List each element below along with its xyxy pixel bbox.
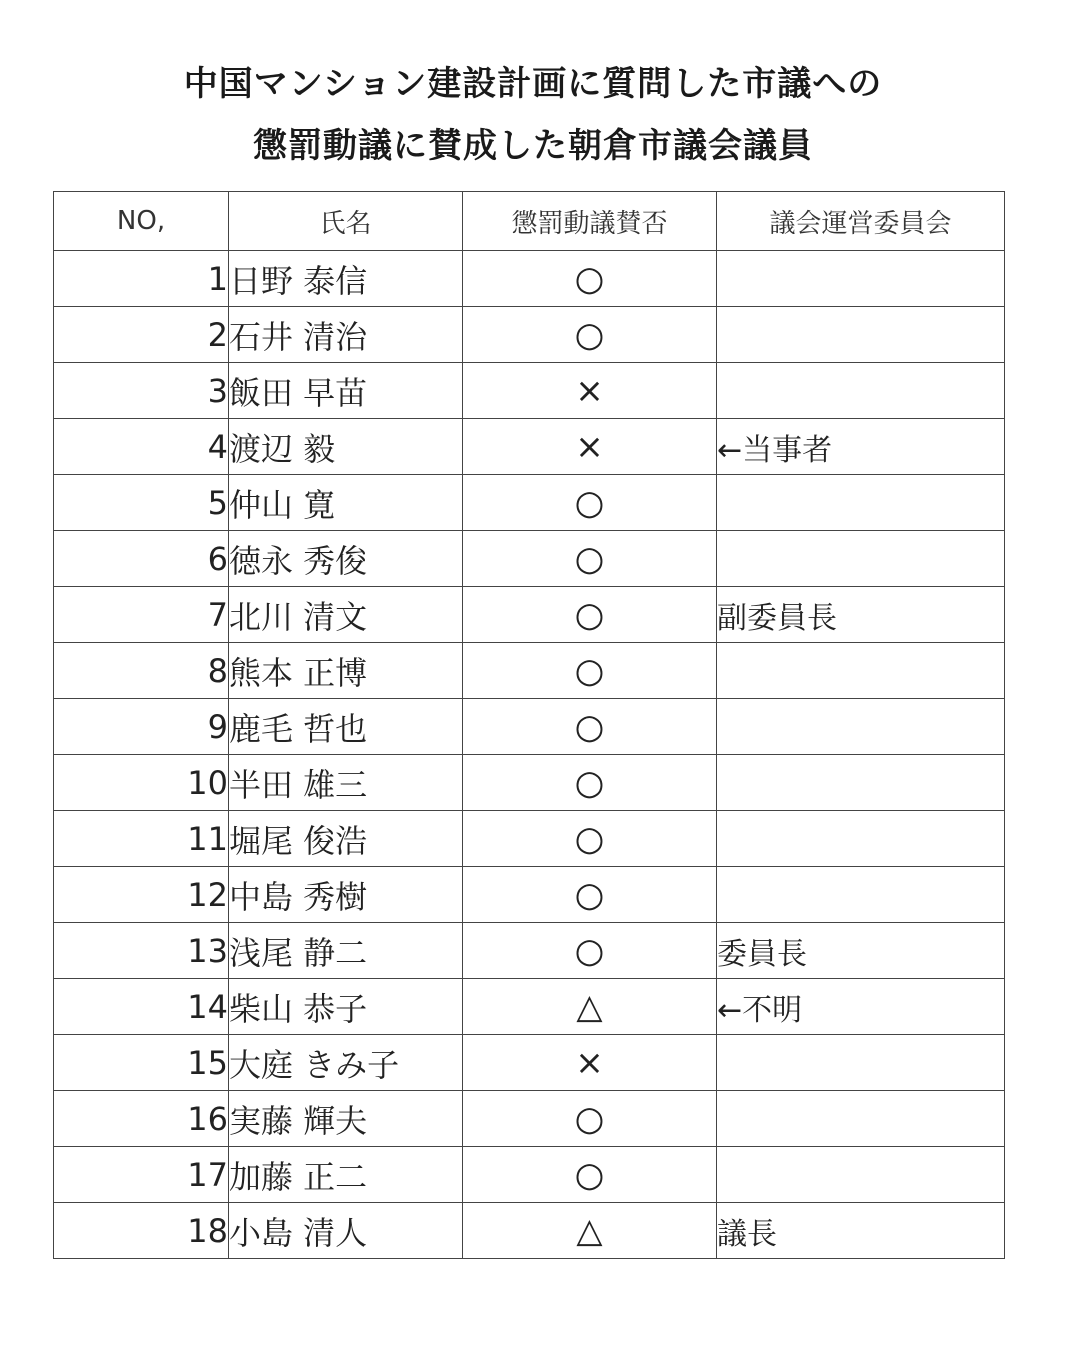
member-name: 半田 雄三 — [229, 755, 463, 811]
committee-note — [717, 475, 1005, 531]
committee-note: ←当事者 — [717, 419, 1005, 475]
committee-note — [717, 699, 1005, 755]
committee-note — [717, 531, 1005, 587]
vote-mark: × — [463, 363, 717, 419]
vote-table — [53, 191, 1005, 1259]
committee-note — [717, 755, 1005, 811]
vote-mark: ○ — [463, 1147, 717, 1203]
row-number: 8 — [54, 643, 229, 699]
member-name: 浅尾 静二 — [229, 923, 463, 979]
header-committee: 議会運営委員会 — [717, 192, 1005, 251]
committee-note: 委員長 — [717, 923, 1005, 979]
row-number: 12 — [54, 867, 229, 923]
member-name: 北川 清文 — [229, 587, 463, 643]
committee-note — [717, 251, 1005, 307]
vote-mark: × — [463, 419, 717, 475]
member-name: 実藤 輝夫 — [229, 1091, 463, 1147]
committee-note — [717, 363, 1005, 419]
vote-mark: ○ — [463, 699, 717, 755]
vote-mark: ○ — [463, 923, 717, 979]
table-row — [54, 1091, 1005, 1147]
table-row — [54, 531, 1005, 587]
member-name: 熊本 正博 — [229, 643, 463, 699]
table-row — [54, 307, 1005, 363]
vote-mark: ○ — [463, 475, 717, 531]
member-name: 大庭 きみ子 — [229, 1035, 463, 1091]
committee-note: 議長 — [717, 1203, 1005, 1259]
member-name: 渡辺 毅 — [229, 419, 463, 475]
vote-mark: ○ — [463, 587, 717, 643]
table-row — [54, 251, 1005, 307]
member-name: 中島 秀樹 — [229, 867, 463, 923]
vote-mark: ○ — [463, 531, 717, 587]
member-name: 小島 清人 — [229, 1203, 463, 1259]
committee-note — [717, 867, 1005, 923]
row-number: 1 — [54, 251, 229, 307]
header-no: NO, — [54, 192, 229, 251]
vote-mark: ○ — [463, 643, 717, 699]
vote-mark: ○ — [463, 307, 717, 363]
table-row — [54, 419, 1005, 475]
committee-note — [717, 1147, 1005, 1203]
row-number: 5 — [54, 475, 229, 531]
table-row — [54, 475, 1005, 531]
vote-mark: ○ — [463, 867, 717, 923]
table-row — [54, 1147, 1005, 1203]
member-name: 徳永 秀俊 — [229, 531, 463, 587]
committee-note — [717, 811, 1005, 867]
member-name: 日野 泰信 — [229, 251, 463, 307]
committee-note — [717, 307, 1005, 363]
row-number: 4 — [54, 419, 229, 475]
member-name: 飯田 早苗 — [229, 363, 463, 419]
table-row — [54, 699, 1005, 755]
row-number: 17 — [54, 1147, 229, 1203]
row-number: 13 — [54, 923, 229, 979]
document-title-line-1: 中国マンション建設計画に質問した市議への — [183, 64, 883, 104]
table-row — [54, 923, 1005, 979]
table-row — [54, 811, 1005, 867]
table-row — [54, 1203, 1005, 1259]
table-row — [54, 363, 1005, 419]
member-name: 堀尾 俊浩 — [229, 811, 463, 867]
vote-mark: ○ — [463, 1091, 717, 1147]
row-number: 9 — [54, 699, 229, 755]
table-row — [54, 587, 1005, 643]
committee-note — [717, 1035, 1005, 1091]
committee-note: ←不明 — [717, 979, 1005, 1035]
table-row — [54, 979, 1005, 1035]
committee-note — [717, 643, 1005, 699]
member-name: 石井 清治 — [229, 307, 463, 363]
row-number: 14 — [54, 979, 229, 1035]
vote-mark: × — [463, 1035, 717, 1091]
member-name: 加藤 正二 — [229, 1147, 463, 1203]
header-vote: 懲罰動議賛否 — [463, 192, 717, 251]
document-title-line-2: 懲罰動議に賛成した朝倉市議会議員 — [253, 126, 813, 166]
member-name: 鹿毛 哲也 — [229, 699, 463, 755]
member-name: 仲山 寛 — [229, 475, 463, 531]
table-row — [54, 643, 1005, 699]
header-name: 氏名 — [229, 192, 463, 251]
vote-mark: ○ — [463, 755, 717, 811]
member-name: 柴山 恭子 — [229, 979, 463, 1035]
table-row — [54, 1035, 1005, 1091]
vote-mark: ○ — [463, 811, 717, 867]
row-number: 16 — [54, 1091, 229, 1147]
vote-mark: △ — [463, 1203, 717, 1259]
row-number: 18 — [54, 1203, 229, 1259]
table-header-row — [54, 192, 1005, 251]
row-number: 10 — [54, 755, 229, 811]
row-number: 6 — [54, 531, 229, 587]
row-number: 3 — [54, 363, 229, 419]
committee-note — [717, 1091, 1005, 1147]
vote-mark: △ — [463, 979, 717, 1035]
table-row — [54, 755, 1005, 811]
row-number: 15 — [54, 1035, 229, 1091]
committee-note: 副委員長 — [717, 587, 1005, 643]
table-body — [54, 251, 1005, 1259]
row-number: 2 — [54, 307, 229, 363]
row-number: 11 — [54, 811, 229, 867]
vote-mark: ○ — [463, 251, 717, 307]
row-number: 7 — [54, 587, 229, 643]
table-row — [54, 867, 1005, 923]
